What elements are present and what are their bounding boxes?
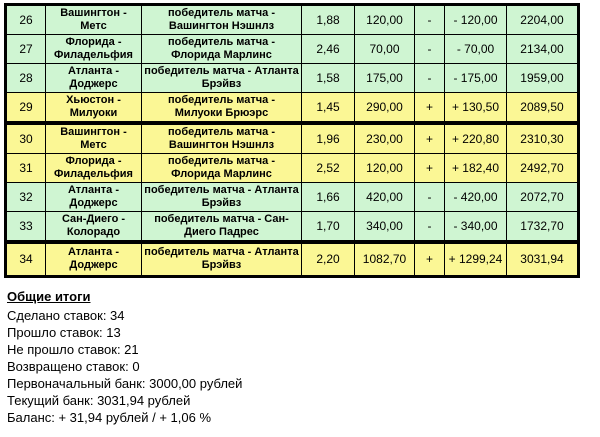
- cell-sign: +: [415, 123, 445, 154]
- cell-match: Сан-Диего - Колорадо: [46, 212, 142, 243]
- cell-match: Атланта - Доджерс: [46, 242, 142, 276]
- bet-row: [6, 64, 579, 93]
- cell-bank: 2089,50: [507, 93, 579, 124]
- cell-bank: 1732,70: [507, 212, 579, 243]
- cell-profit: + 220,80: [445, 123, 507, 154]
- cell-coef: 2,46: [302, 35, 355, 64]
- cell-sign: -: [415, 183, 445, 212]
- cell-bank: 2204,00: [507, 5, 579, 35]
- cell-num: 30: [6, 123, 46, 154]
- cell-num: 27: [6, 35, 46, 64]
- summary-line: Сделано ставок: 34: [7, 307, 125, 323]
- cell-profit: + 130,50: [445, 93, 507, 124]
- cell-bank: 2492,70: [507, 154, 579, 183]
- cell-sign: -: [415, 5, 445, 35]
- bet-row: [6, 35, 579, 64]
- cell-profit: + 182,40: [445, 154, 507, 183]
- cell-stake: 120,00: [355, 5, 415, 35]
- bet-row: [6, 123, 579, 154]
- cell-stake: 70,00: [355, 35, 415, 64]
- cell-match: Хьюстон - Милуоки: [46, 93, 142, 124]
- cell-stake: 175,00: [355, 64, 415, 93]
- cell-stake: 290,00: [355, 93, 415, 124]
- summary-section: [7, 288, 600, 426]
- cell-num: 32: [6, 183, 46, 212]
- cell-match: Вашингтон - Метс: [46, 123, 142, 154]
- cell-profit: - 175,00: [445, 64, 507, 93]
- cell-num: 33: [6, 212, 46, 243]
- summary-title: Общие итоги: [7, 288, 91, 304]
- cell-coef: 1,66: [302, 183, 355, 212]
- cell-coef: 1,88: [302, 5, 355, 35]
- cell-bet: победитель матча - Вашингтон Нэшнлз: [142, 123, 302, 154]
- bet-row: [6, 5, 579, 35]
- summary-line: Не прошло ставок: 21: [7, 341, 139, 357]
- cell-profit: - 340,00: [445, 212, 507, 243]
- cell-num: 29: [6, 93, 46, 124]
- cell-stake: 120,00: [355, 154, 415, 183]
- bets-table-body: [6, 5, 579, 277]
- cell-sign: -: [415, 212, 445, 243]
- cell-bank: 2134,00: [507, 35, 579, 64]
- cell-coef: 1,58: [302, 64, 355, 93]
- cell-profit: + 1299,24: [445, 242, 507, 276]
- cell-match: Флорида - Филадельфия: [46, 35, 142, 64]
- cell-match: Атланта - Доджерс: [46, 183, 142, 212]
- bet-row: [6, 93, 579, 124]
- cell-match: Атланта - Доджерс: [46, 64, 142, 93]
- cell-bank: 2310,30: [507, 123, 579, 154]
- cell-coef: 1,70: [302, 212, 355, 243]
- bet-row: [6, 154, 579, 183]
- cell-num: 34: [6, 242, 46, 276]
- cell-num: 26: [6, 5, 46, 35]
- cell-profit: - 420,00: [445, 183, 507, 212]
- summary-lines: [7, 307, 600, 426]
- cell-bet: победитель матча - Атланта Брэйвз: [142, 64, 302, 93]
- bet-row: [6, 183, 579, 212]
- cell-stake: 340,00: [355, 212, 415, 243]
- cell-stake: 420,00: [355, 183, 415, 212]
- cell-match: Вашингтон - Метс: [46, 5, 142, 35]
- cell-bet: победитель матча - Флорида Марлинс: [142, 154, 302, 183]
- summary-line: Возвращено ставок: 0: [7, 358, 140, 374]
- cell-stake: 1082,70: [355, 242, 415, 276]
- cell-bet: победитель матча - Атланта Брэйвз: [142, 242, 302, 276]
- betting-log-page: [0, 3, 600, 426]
- cell-num: 31: [6, 154, 46, 183]
- cell-bank: 1959,00: [507, 64, 579, 93]
- cell-coef: 1,45: [302, 93, 355, 124]
- cell-coef: 1,96: [302, 123, 355, 154]
- cell-match: Флорида - Филадельфия: [46, 154, 142, 183]
- bet-row: [6, 212, 579, 243]
- cell-profit: - 70,00: [445, 35, 507, 64]
- bets-table: [4, 3, 580, 278]
- summary-line: Баланс: + 31,94 рублей / + 1,06 %: [7, 409, 212, 425]
- summary-line: Первоначальный банк: 3000,00 рублей: [7, 375, 243, 391]
- cell-profit: - 120,00: [445, 5, 507, 35]
- cell-coef: 2,52: [302, 154, 355, 183]
- cell-bet: победитель матча - Атланта Брэйвз: [142, 183, 302, 212]
- cell-sign: +: [415, 154, 445, 183]
- cell-num: 28: [6, 64, 46, 93]
- summary-line: Текущий банк: 3031,94 рублей: [7, 392, 191, 408]
- cell-bank: 2072,70: [507, 183, 579, 212]
- cell-sign: +: [415, 93, 445, 124]
- cell-sign: +: [415, 242, 445, 276]
- cell-coef: 2,20: [302, 242, 355, 276]
- cell-bet: победитель матча - Милуоки Брюэрс: [142, 93, 302, 124]
- cell-sign: -: [415, 64, 445, 93]
- summary-line: Прошло ставок: 13: [7, 324, 121, 340]
- cell-stake: 230,00: [355, 123, 415, 154]
- cell-bet: победитель матча - Вашингтон Нэшнлз: [142, 5, 302, 35]
- cell-bet: победитель матча - Флорида Марлинс: [142, 35, 302, 64]
- bet-row: [6, 242, 579, 276]
- cell-bet: победитель матча - Сан-Диего Падрес: [142, 212, 302, 243]
- cell-sign: -: [415, 35, 445, 64]
- cell-bank: 3031,94: [507, 242, 579, 276]
